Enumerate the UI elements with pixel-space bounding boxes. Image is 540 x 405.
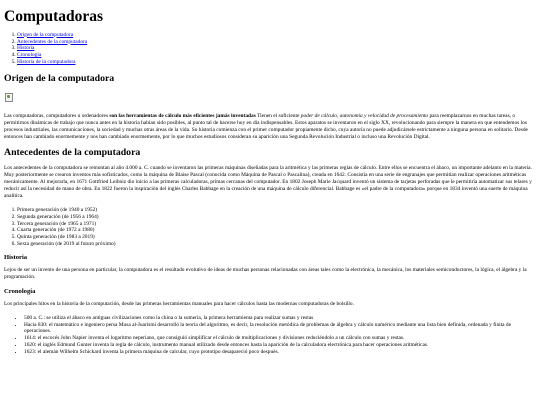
- page-title: Computadoras: [4, 8, 104, 25]
- list-item: • Hacia 830: el matemático e ingeniero persa Musa al-Juarismi desarrolló la teoría del algoritmo, es decir, la resolución metódica de problemas de álgebra y cálculo numérico mediante una lista bien definida, ordenada y finita de operaciones.: [24, 322, 536, 336]
- toc-link-historia-computadora[interactable]: Historia de la computadora: [17, 59, 76, 66]
- list-item: 6. Sexta generación (de 2019 al futuro próximo): [17, 241, 536, 248]
- section-heading-origen: Origen de la computadora: [4, 73, 115, 85]
- toc-item: [17, 39, 536, 46]
- broken-image-icon: [5, 93, 13, 102]
- text-span: para reemplazarnos en muchas tareas, o permitirnos dinámicas de trabajo que nunca antes en la historia habían sido posibles, al punto tal de hacerse hoy en día indispensables. Estos aparatos se inventaron en el siglo XX, revolucionando para siempre la manera en que entendemos los procesos industriales, las comunicaciones, la sociedad y muchas otras áreas de la vida. Su historia comienza con el primer computador propiamente dicho, cuya autoría no puede adjudicársele estrictamente a ninguna persona en solitario. Desde entonces han cambiado enormemente y nos han cambiado enormemente, por lo que muchos estudiosos consideran su aparición una Segunda Revolución Industrial o incluso una Revolución Digital.: [4, 112, 528, 140]
- toc-link-antecedentes[interactable]: Antecedentes de la computadora: [17, 38, 88, 45]
- section-heading-historia: Historia: [4, 254, 28, 262]
- italic-text: poder de cálculo, autonomía y velocidad de procesamiento: [300, 112, 429, 119]
- toc-item: [17, 32, 536, 39]
- paragraph-cronologia: Los principales hitos en la historia de la computación, desde las primeras herramientas manuales para hacer cálculos hasta las modernas computadoras de bolsillo.: [4, 300, 354, 307]
- list-item: 5. Quinta generación (de 1983 a 2019): [17, 234, 536, 241]
- table-of-contents: [4, 32, 536, 67]
- toc-link-historia[interactable]: Historia: [17, 45, 35, 52]
- list-item: 4. Cuarta generación (de 1972 a 1980): [17, 227, 536, 234]
- list-item: • 1614: el escocés John Napier inventa el logaritmo neperiano, que consiguió simplificar el cálculo de multiplicaciones y divisiones reduciéndolo a un cálculo con sumas y restas.: [24, 335, 536, 342]
- toc-item: [17, 59, 536, 66]
- bold-text: son las herramientas de cálculo más eficientes jamás inventadas: [109, 112, 256, 119]
- text-span: Tienen el suficiente: [255, 112, 301, 119]
- toc-link-cronologia[interactable]: Cronología: [17, 52, 42, 59]
- list-item: 1. Primera generación (de 1940 a 1952): [17, 207, 536, 214]
- toc-item: [17, 45, 536, 52]
- list-item: • 500 a. C.: se utiliza el ábaco en antiguas civilizaciones como la china o la sumeria, la primera herramienta para realizar sumas y restas: [24, 315, 536, 322]
- list-item: • 1620: el inglés Edmund Gunter inventa la regla de cálculo, instrumento manual utilizado desde entonces hasta la aparición de la calculadora electrónica para hacer operaciones aritméticas.: [24, 342, 536, 349]
- text-span: Las computadoras, computadores u ordenadores: [4, 112, 110, 119]
- generations-list: [4, 207, 536, 248]
- list-item: 2. Segunda generación (de 1956 a 1964): [17, 214, 536, 221]
- paragraph-historia: Lejos de ser un invento de una persona en particular, la computadora es el resultado evolutivo de ideas de muchas personas relacionadas con áreas tales como la electrónica, la mecánica, los materiales semiconductores, la lógica, el álgebra y la programación.: [4, 267, 527, 280]
- list-item: 3. Tercera generación (de 1965 a 1971): [17, 221, 536, 228]
- toc-link-origen[interactable]: Origen de la computadora: [17, 31, 74, 38]
- section-heading-cronologia: Cronología: [4, 287, 36, 295]
- list-item: • 1623: el alemán Wilhelm Schickard inventa la primera máquina de calcular, cuyo prototipo desapareció poco después.: [24, 349, 536, 356]
- toc-item: [17, 52, 536, 59]
- chronology-list: [4, 315, 536, 356]
- section-heading-antecedentes: Antecedentes de la computadora: [4, 147, 141, 159]
- paragraph-antecedentes: Los antecedentes de la computadora se remontan al año 4.000 a. C. cuando se inventaron las primeras máquinas diseñadas para la aritmética y las primeras reglas de cálculo. Entre ellos se encuentra el ábaco, un importante adelanto en la materia. Muy posteriormente se crearon inventos más sofisticados, como la máquina de Blaise Pascal (conocida como Máquina de Pascal o Pascalina), creada en 1642. Consistía en una serie de engranajes que permitían realizar operaciones aritméticas mecánicamente. Al mejorarla, en 1671 Gottfried Leibniz dio inicio a las primeras calculadoras, primas cercanas del computador. En 1802 Joseph Marie Jacquard inventó un sistema de tarjetas perforadas que le permitiría automatizar sus telares y reducir así la necesidad de mano de obra. En 1822 fueron la inspiración del inglés Charles Babbage en la creación de una máquina de cálculo diferencial. Babbage es «el padre de la computadora» porque en 1834 inventó una suerte de máquina analítica.: [4, 165, 532, 199]
- paragraph-origen: [4, 113, 536, 141]
